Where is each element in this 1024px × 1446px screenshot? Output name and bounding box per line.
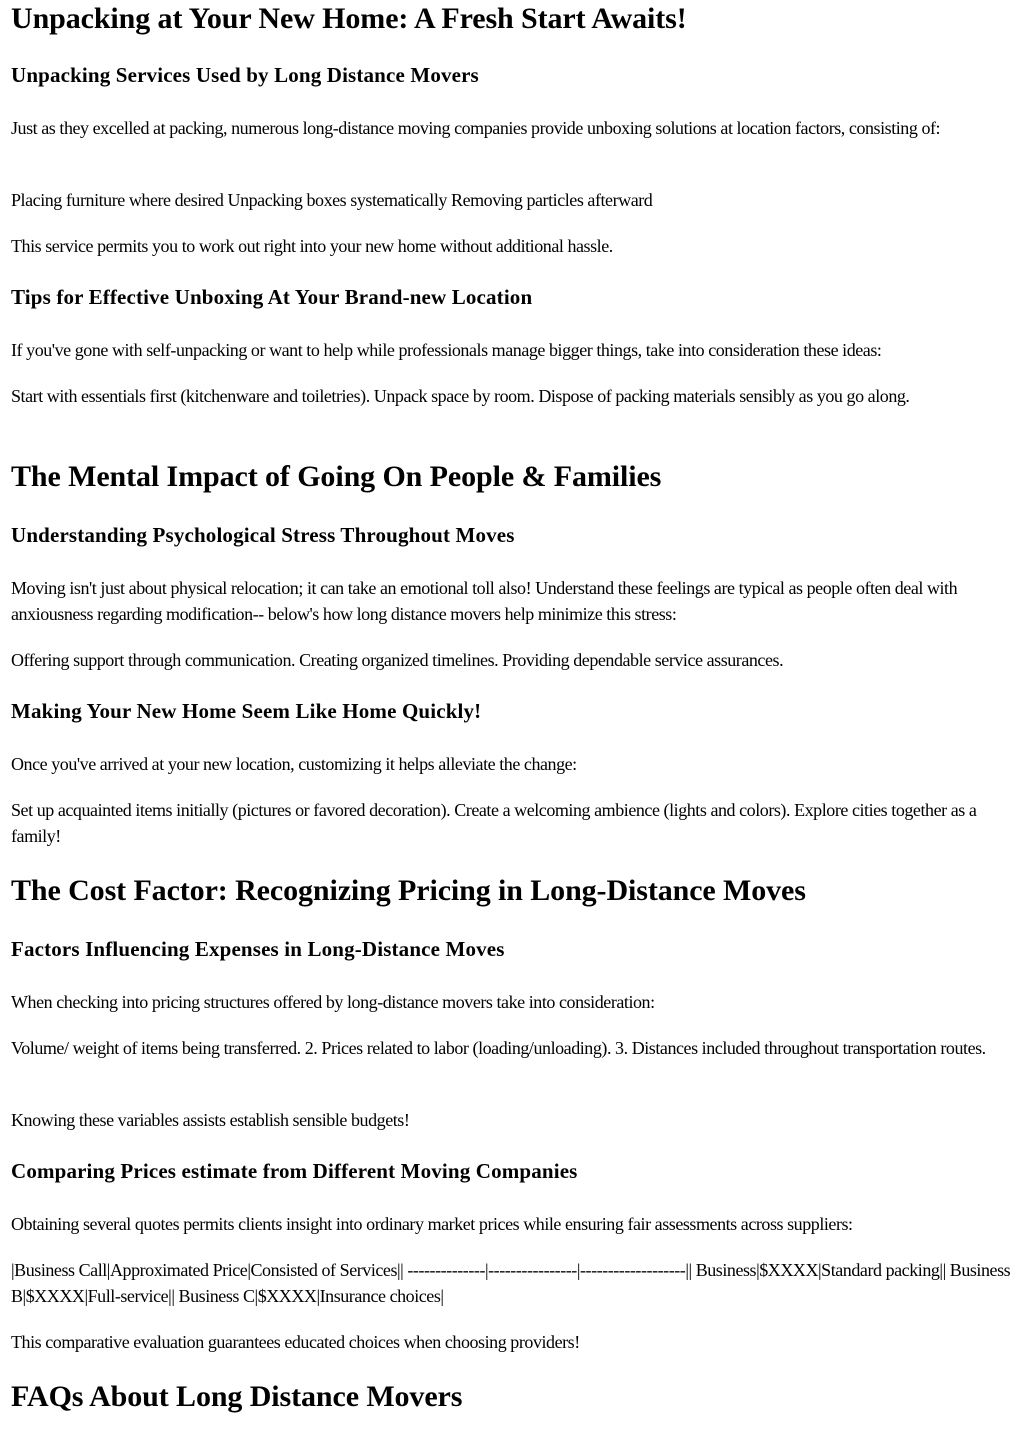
paragraph-tips-intro: If you've gone with self-unpacking or want to help while professionals manage bigger things, take into consideration these ideas: (11, 340, 882, 360)
paragraph-quotes-intro: Obtaining several quotes permits clients insight into ordinary market prices while ensuring fair assessments across suppliers: (11, 1214, 853, 1234)
section-title-unpacking: Unpacking at Your New Home: A Fresh Start Awaits! (11, 2, 687, 35)
paragraph-stress-intro: Moving isn't just about physical relocation; it can take an emotional toll also! Understand these feelings are typical as people often deal with anxiousness regarding modification-- below's how long distance movers help minimize this stress: (11, 578, 958, 624)
paragraph-new-home-intro: Once you've arrived at your new location, customizing it helps alleviate the change: (11, 754, 577, 774)
paragraph-quotes-conclusion: This comparative evaluation guarantees educated choices when choosing providers! (11, 1332, 580, 1352)
paragraph-tips-list: Start with essentials first (kitchenware and toiletries). Unpack space by room. Dispose of packing materials sensibly as you go along. (11, 386, 910, 406)
section-title-mental-impact: The Mental Impact of Going On People & Families (11, 460, 662, 493)
paragraph-stress-support: Offering support through communication. Creating organized timelines. Providing dependable service assurances. (11, 650, 784, 670)
heading-unboxing-tips: Tips for Effective Unboxing At Your Brand-new Location (11, 285, 533, 309)
heading-comparing-quotes: Comparing Prices estimate from Different Moving Companies (11, 1159, 578, 1183)
paragraph-budgets: Knowing these variables assists establish sensible budgets! (11, 1110, 410, 1130)
paragraph-quotes-table: |Business Call|Approximated Price|Consisted of Services|| --------------|----------------|-------------------|| Business|$XXXX|Standard packing|| Business B|$XXXX|Full-service|| Business C|$XXXX|Insurance choices| (11, 1260, 1011, 1306)
paragraph-unpacking-benefit: This service permits you to work out right into your new home without additional hassle. (11, 236, 613, 256)
heading-expense-factors: Factors Influencing Expenses in Long-Distance Moves (11, 937, 505, 961)
paragraph-unpacking-intro: Just as they excelled at packing, numerous long-distance moving companies provide unboxing solutions at location factors, consisting of: (11, 118, 941, 138)
heading-psychological-stress: Understanding Psychological Stress Throughout Moves (11, 523, 515, 547)
paragraph-pricing-intro: When checking into pricing structures offered by long-distance movers take into consideration: (11, 992, 655, 1012)
paragraph-pricing-factors: Volume/ weight of items being transferred. 2. Prices related to labor (loading/unloading). 3. Distances included throughout transportation routes. (11, 1038, 986, 1058)
section-title-faqs: FAQs About Long Distance Movers (11, 1380, 463, 1413)
section-title-cost-factor: The Cost Factor: Recognizing Pricing in Long-Distance Moves (11, 874, 806, 907)
heading-unpacking-services: Unpacking Services Used by Long Distance Movers (11, 63, 479, 87)
paragraph-new-home-tips: Set up acquainted items initially (pictures or favored decoration). Create a welcoming ambience (lights and colors). Explore cities together as a family! (11, 800, 977, 846)
heading-new-home-quickly: Making Your New Home Seem Like Home Quickly! (11, 699, 482, 723)
paragraph-unpacking-list: Placing furniture where desired Unpacking boxes systematically Removing particles afterward (11, 190, 653, 210)
